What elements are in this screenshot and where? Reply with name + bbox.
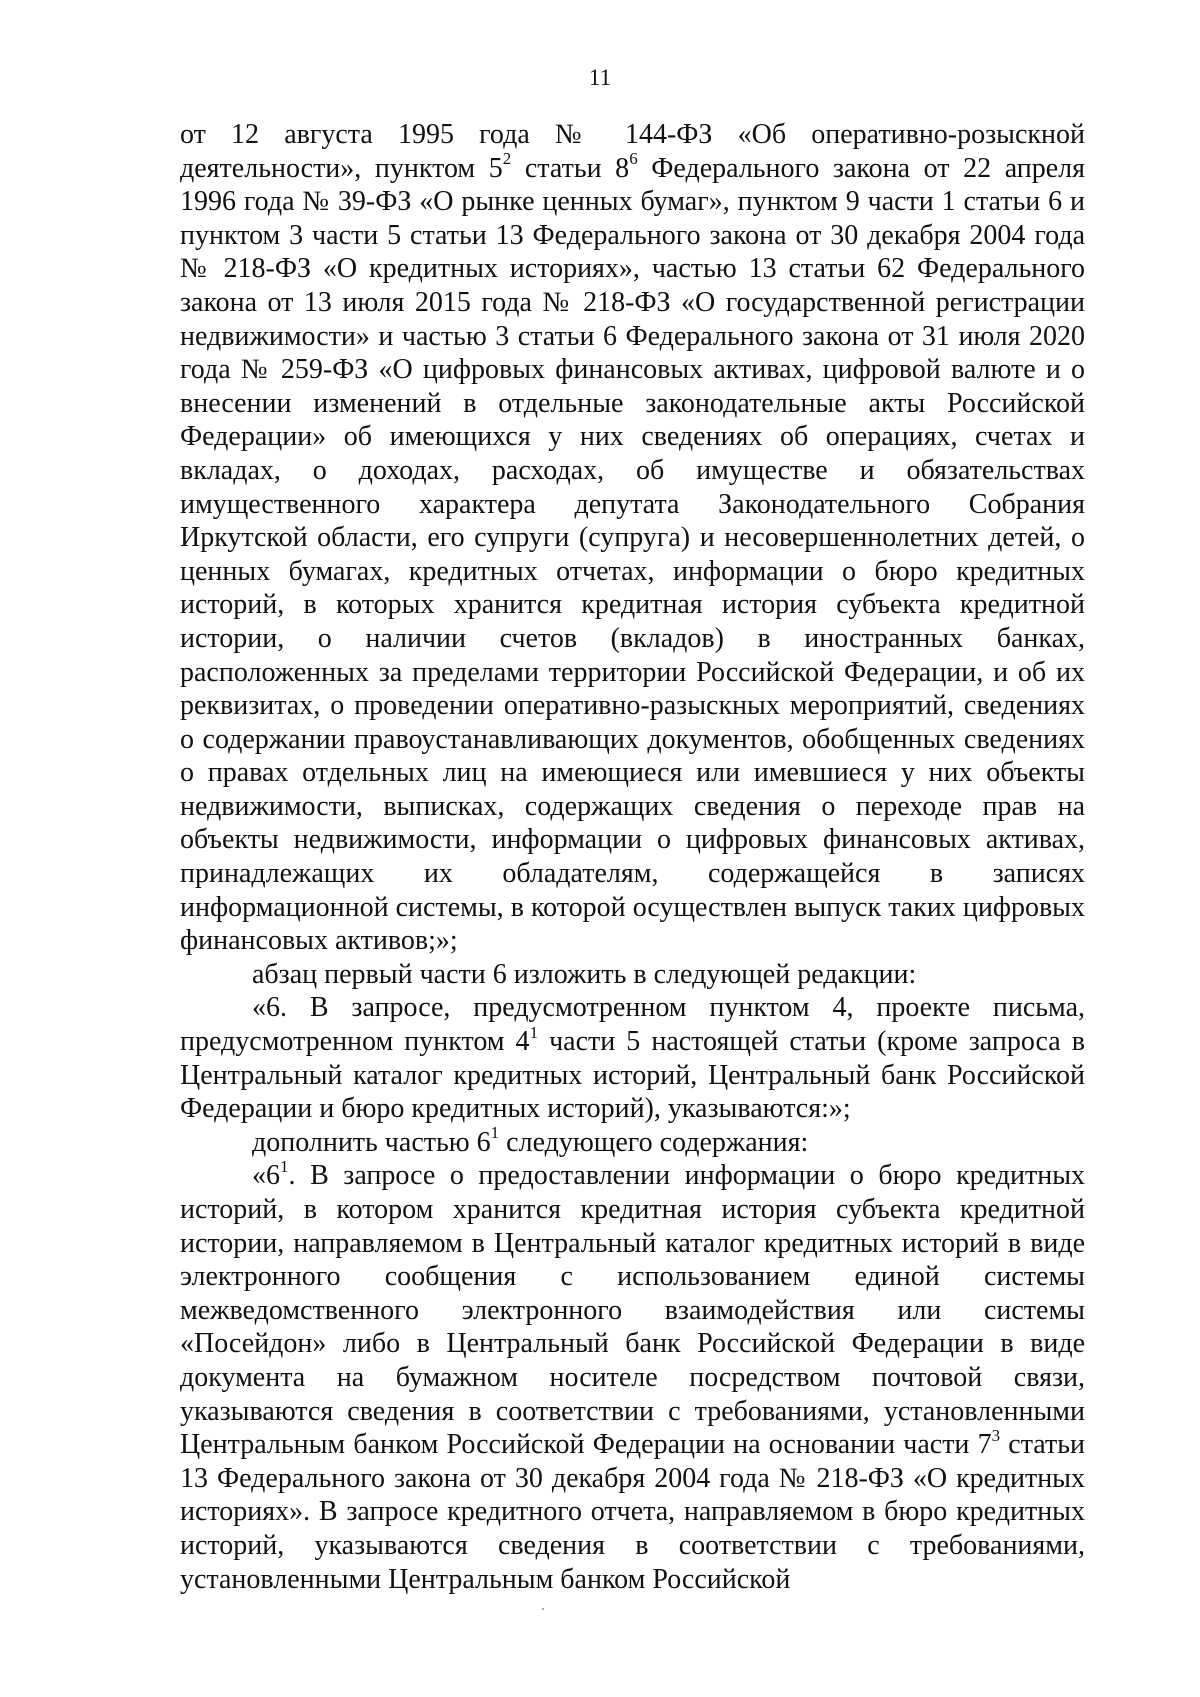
superscript: 1 [280, 1157, 289, 1177]
text-run: Федерального закона от 22 апреля 1996 года № 39-ФЗ «О рынке ценных бумаг», пунктом 9 части 1 статьи 6 и пунктом 3 части 5 статьи 13 Федерального закона от 30 декабря 2004 года № 218-ФЗ «О кредитных историях», частью 13 статьи 62 Федерального закона от 13 июля 2015 года № 218-ФЗ «О государственной регистрации недвижимости» и частью 3 статьи 6 Федерального закона от 31 июля 2020 года № 259-ФЗ «О цифровых финансовых активах, цифровой валюте и о внесении изменений в отдельные законодательные акты Российской Федерации» об имеющихся у них сведениях об операциях, счетах и вкладах, о доходах, расходах, об имуществе и обязательствах имущественного характера депутата Законодательного Собрания Иркутской области, его супруги (супруга) и несовершеннолетних детей, о ценных бумагах, кредитных отчетах, информации о бюро кредитных историй, в которых хранится кредитная история субъекта кредитной истории, о наличии счетов (вкладов) в иностранных банках, расположенных за пределами территории Российской Федерации, и об их реквизитах, о проведении оперативно-разыскных мероприятий, сведениях о содержании правоустанавливающих документов, обобщенных сведениях о правах отдельных лиц на имеющиеся или имевшиеся у них объекты недвижимости, выписках, содержащих сведения о переходе прав на объекты недвижимости, информации о цифровых финансовых активах, принадлежащих их обладателям, содержащейся в записях информационной системы, в которой осуществлен выпуск таких цифровых финансовых активов;»; [180, 152, 1086, 957]
paragraph-instruction-2 [180, 1123, 1085, 1160]
superscript: 1 [490, 1123, 500, 1143]
scan-speck [542, 1608, 544, 1610]
paragraph-continuation [180, 118, 1085, 958]
text-run: статьи 8 [511, 152, 630, 184]
text-run: «6 [252, 1160, 280, 1192]
text-run: следующего содержания: [499, 1126, 809, 1158]
paragraph-part-6 [180, 991, 1085, 1125]
superscript: 6 [629, 149, 638, 169]
page-number: 11 [588, 65, 612, 90]
document-body [180, 118, 1085, 1596]
text-run: части 5 настоящей статьи (кроме запроса в Центральный каталог кредитных историй, Центральный банк Российской Федерации и бюро кредитных историй), указываются:»; [180, 1026, 1085, 1125]
text-run: абзац первый части 6 изложить в следующей редакции: [252, 958, 917, 990]
paragraph-part-6-1 [180, 1159, 1085, 1596]
superscript: 1 [529, 1022, 539, 1042]
text-run: от 12 августа 1995 года № 144-ФЗ «Об оперативно-розыскной деятельности», пунктом 5 [180, 119, 1085, 184]
text-run: статьи 13 Федерального закона от 30 декабря 2004 года № 218-ФЗ «О кредитных историях». В запросе кредитного отчета, направляемом в бюро кредитных историй, указываются сведения в соответствии с требованиями, установленными Центральным банком Российской [180, 1429, 1085, 1595]
text-run: . В запросе о предоставлении информации о бюро кредитных историй, в котором хранится кредитная история субъекта кредитной истории, направляемом в Центральный каталог кредитных историй в виде электронного сообщения с использованием единой системы межведомственного электронного взаимодействия или системы «Посейдон» либо в Центральный банк Российской Федерации в виде документа на бумажном носителе посредством почтовой связи, указываются сведения в соответствии с требованиями, установленными Центральным банком Российской Федерации на основании части 7 [180, 1160, 1085, 1461]
paragraph-instruction-1 [180, 958, 1085, 992]
text-run: дополнить частью 6 [252, 1126, 491, 1158]
text-run: «6. В запросе, предусмотренном пунктом 4, проекте письма, предусмотренном пунктом 4 [180, 992, 1085, 1058]
superscript: 2 [502, 149, 512, 169]
superscript: 3 [991, 1425, 1001, 1445]
